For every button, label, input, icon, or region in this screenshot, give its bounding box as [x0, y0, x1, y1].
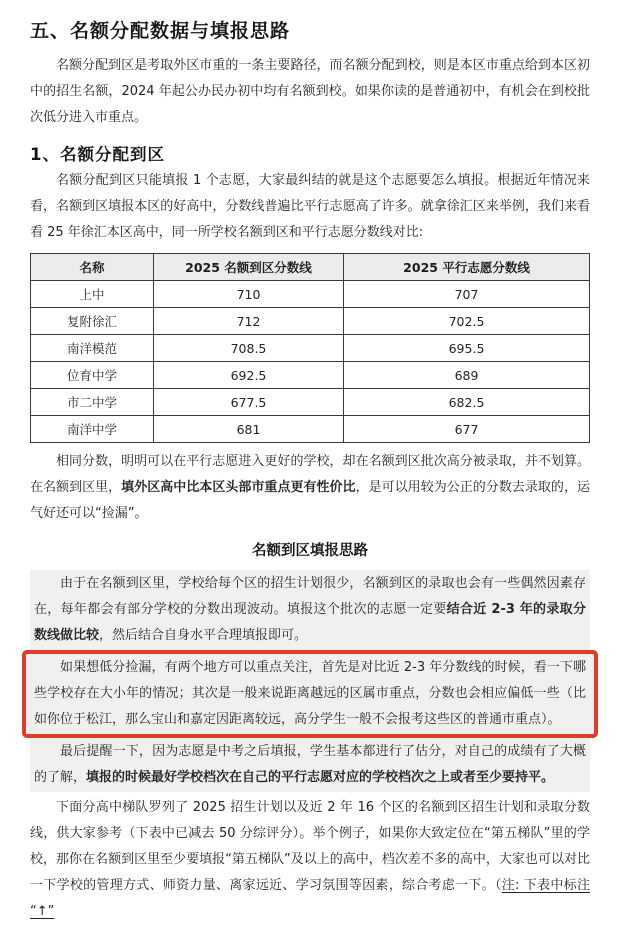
- text-segment: ，是可以用较为公正的分数去录取的，运气好还可以“捡漏”。: [30, 480, 590, 521]
- analysis-paragraph: [30, 449, 590, 527]
- scores-table: [30, 253, 590, 443]
- section-heading: 1、名额分配到区: [30, 145, 165, 164]
- text-segment: 填外区高中比本区头部市重点更有性价比: [121, 480, 356, 495]
- table-cell: 677.5: [153, 389, 343, 416]
- text-segment: 填报的时候最好学校档次在自己的平行志愿对应的学校档次之上或者至少要持平。: [86, 770, 555, 785]
- table-row: [31, 416, 590, 443]
- subsection-title: 名额到区填报思路: [252, 543, 368, 559]
- text-segment: 如果想低分捡漏，有两个地方可以重点关注，首先是对比近 2-3 年分数线的时候，看一下哪些学校存在大小年的情况；其次是一般来说距离越远的区属市重点，分数也会相应偏低一些（比如你位于松江，那么宝山和嘉定因距离较远，高分学生一般不会报考这些区的普通市重点）。: [34, 660, 586, 727]
- table-row: [31, 281, 590, 308]
- table-cell: 677: [344, 416, 590, 443]
- table-cell: 707: [344, 281, 590, 308]
- scores-table-body: [31, 281, 590, 443]
- text-segment: ，然后结合自身水平合理填报即可。: [99, 628, 308, 643]
- highlight-block: [30, 570, 590, 792]
- column-header: 名称: [31, 254, 154, 281]
- text-segment: 结合近 2-3 年的录取分数线做比较: [34, 602, 586, 643]
- intro-paragraph: 名额分配到区是考取外区市重的一条主要路径，而名额分配到校，则是本区市重点给到本区初中的招生名额，2024 年起公办民办初中均有名额到校。如果你读的是普通初中，有机会在到校批次低分进入市重点。: [30, 58, 590, 125]
- table-cell: 710: [153, 281, 343, 308]
- table-cell: 689: [344, 362, 590, 389]
- table-cell: 682.5: [344, 389, 590, 416]
- red-callout-box: [22, 650, 598, 738]
- table-row: [31, 362, 590, 389]
- page-title: 五、名额分配数据与填报思路: [30, 20, 291, 42]
- table-cell: 695.5: [344, 335, 590, 362]
- text-segment: 相同分数，明明可以在平行志愿进入更好的学校，却在名额到区批次高分被录取，并不划算。在名额到区里，: [30, 454, 590, 495]
- table-cell: 712: [153, 308, 343, 335]
- column-header: 2025 平行志愿分数线: [344, 254, 590, 281]
- table-cell: 复附徐汇: [31, 308, 154, 335]
- text-segment: 由于在名额到区里，学校给每个区的招生计划很少，名额到区的录取也会有一些偶然因素存在，每年都会有部分学校的分数出现波动。填报这个批次的志愿一定要: [34, 576, 586, 617]
- table-cell: 市二中学: [31, 389, 154, 416]
- table-cell: 692.5: [153, 362, 343, 389]
- table-cell: 708.5: [153, 335, 343, 362]
- table-cell: 上中: [31, 281, 154, 308]
- tip-paragraph-1: [30, 570, 590, 650]
- column-header: 2025 名额到区分数线: [153, 254, 343, 281]
- table-row: [31, 308, 590, 335]
- section-lead-paragraph: 名额分配到区只能填报 1 个志愿，大家最纠结的就是这个志愿要怎么填报。根据近年情况来看，名额到区填报本区的好高中，分数线普遍比平行志愿高了许多。就拿徐汇区来举例，我们来看看 25 年徐汇本区高中，同一所学校名额到区和平行志愿分数线对比:: [30, 173, 590, 240]
- table-row: [31, 389, 590, 416]
- table-row: [31, 335, 590, 362]
- scores-table-head-row: [31, 254, 590, 281]
- text-segment: 下面分高中梯队罗列了 2025 招生计划以及近 2 年 16 个区的名额到区招生计划和录取分数线，供大家参考（下表中已减去 50 分综评分）。举个例子，如果你大致定位在“第五梯队”里的学校，那你在名额到区里至少要填报“第五梯队”及以上的高中，档次差不多的高中，大家也可以对比一下学校的管理方式、师资力量、离家远近、学习氛围等因素，综合考虑一下。（: [30, 800, 590, 893]
- table-cell: 南洋中学: [31, 416, 154, 443]
- table-cell: 702.5: [344, 308, 590, 335]
- tip-paragraph-3: [30, 738, 590, 792]
- table-cell: 位育中学: [31, 362, 154, 389]
- table-cell: 681: [153, 416, 343, 443]
- closing-paragraph: [30, 795, 590, 925]
- text-segment: 最后提醒一下，因为志愿是中考之后填报，学生基本都进行了估分，对自己的成绩有了大概的了解，: [34, 744, 586, 785]
- text-segment: 注: 下表中标注 “↑”: [30, 878, 590, 919]
- tip-paragraph-2: [30, 654, 590, 734]
- table-cell: 南洋模范: [31, 335, 154, 362]
